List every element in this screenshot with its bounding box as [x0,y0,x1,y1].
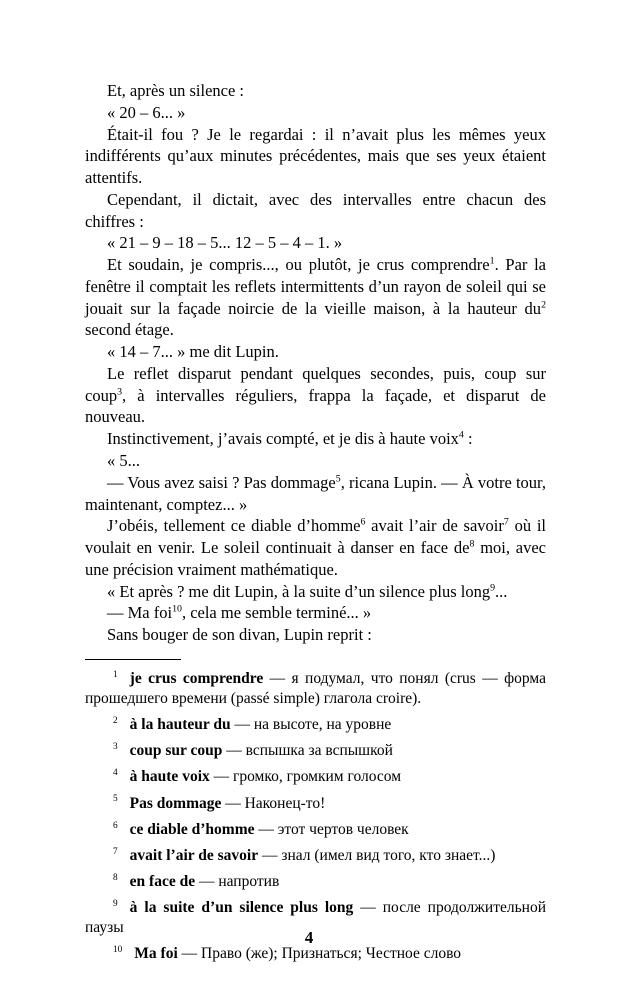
footnote-term: à haute voix [129,768,210,786]
text-run: « 20 – 6... » [107,102,186,122]
footnote-ref: 6 [360,516,366,528]
footnote-text: — на высоте, на уровне [230,716,392,734]
footnote [85,767,546,787]
footnote-text: — я подумал, что понял (crus — форма прошедшего времени (passé simple) глагола croire). [85,669,546,708]
footnote-ref: 8 [469,538,475,550]
paragraph [85,124,546,189]
text-run: « 21 – 9 – 18 – 5... 12 – 5 – 4 – 1. » [107,233,343,253]
footnote-number: 7 [113,846,118,857]
footnote [85,872,546,892]
footnote-number: 6 [113,820,118,831]
text-run: moi, avec une précision vraiment mathématique. [85,538,547,579]
footnote-text: — Наконец-то! [221,794,326,812]
paragraph [85,515,546,580]
footnote-ref: 2 [541,299,546,311]
footnote-number: 8 [113,872,118,883]
text-run: , ricana Lupin. — À votre tour, maintenant, comptez... » [85,472,547,514]
text-run: second étage. [85,320,174,340]
footnote-number: 3 [113,742,118,753]
page-number: 4 [304,928,314,947]
body-text [85,80,546,646]
footnote-text: — вспышка за вспышкой [222,742,393,760]
footnote-term: ce diable d’homme [129,820,255,838]
paragraph [85,232,546,254]
footnote-ref: 9 [490,582,496,594]
paragraph [85,602,546,624]
paragraph [85,102,546,124]
text-run: ... [495,581,508,601]
footnote-text: — знал (имел вид того, кто знает...) [258,846,496,864]
paragraph [85,80,546,102]
text-run: Était-il fou ? Je le regardai : il n’avait plus les mêmes yeux indifférents qu’aux minutes précédentes, mais que ses yeux étaient attentifs. [85,124,546,188]
footnote-term: coup sur coup [129,742,223,760]
text-run: , à intervalles réguliers, frappa la façade, et disparut de nouveau. [85,385,546,427]
text-run: « Et après ? me dit Lupin, à la suite d’un silence plus long [107,581,491,601]
footnote [85,794,546,814]
text-run: « 5... [107,451,140,471]
footnote-ref: 7 [503,516,509,528]
footnote-term: Pas dommage [129,794,222,812]
footnote-number: 1 [113,669,118,680]
text-run: Et, après un silence : [107,81,244,100]
text-run: « 14 – 7... » me dit Lupin. [107,342,279,362]
footnote-separator [85,659,181,660]
footnote-ref: 5 [335,473,341,485]
text-run: Le reflet disparut pendant quelques secondes, puis, coup sur coup [85,363,546,405]
text-run: J’obéis, tellement ce diable d’homme [107,516,361,536]
footnote [85,741,546,761]
footnote-number: 5 [113,794,118,805]
text-run: Et soudain, je compris..., ou plutôt, je crus comprendre [107,255,490,275]
paragraph [85,428,546,450]
text-run: . Par la fenêtre il comptait les reflets intermittents d’un rayon de soleil qui se jouait sur la façade noircie de la vieille maison, à la hauteur du [85,255,546,318]
footnote [85,669,546,709]
footnote-term: à la suite d’un silence plus long [129,899,354,917]
paragraph [85,624,546,646]
paragraph [85,450,546,472]
footnote-ref: 4 [458,429,464,441]
footnote-text: — Право (же); Признаться; Честное слово [177,945,462,963]
footnote-number: 4 [113,768,118,779]
paragraph [85,363,546,428]
footnote [85,715,546,735]
text-run: — Vous avez saisi ? Pas dommage [107,472,336,492]
text-run: : [463,429,473,449]
footnote-term: je crus comprendre [129,669,264,687]
text-run: — Ma foi [107,603,173,623]
footnote-term: Ma foi [134,945,178,963]
text-run: Cependant, il dictait, avec des intervalles entre chacun des chiffres : [85,189,546,231]
footnote [85,820,546,840]
footnote-text: — громко, громким голосом [209,768,402,786]
paragraph [85,189,546,233]
footnote-number: 2 [113,716,118,727]
footnote-term: à la hauteur du [129,716,231,734]
text-run: avait l’air de savoir [365,516,504,536]
footnote-ref: 10 [172,603,182,615]
footnote-number: 10 [113,945,123,956]
footnote-text: — после продолжительной паузы [85,899,546,937]
footnote-ref: 1 [489,255,495,267]
text-run: Sans bouger de son divan, Lupin reprit : [107,625,372,645]
paragraph [85,581,546,603]
footnotes [85,669,546,965]
text-run: , cela me semble terminé... » [181,603,372,623]
text-run: Instinctivement, j’avais compté, et je dis à haute voix [107,429,459,449]
footnote-text: — напротив [195,873,280,891]
footnote-number: 9 [113,899,118,910]
footnote-term: en face de [129,873,196,891]
footnote-text: — этот чертов человек [254,820,409,838]
footnote-ref: 3 [117,386,123,398]
footnote-term: avait l’air de savoir [129,846,259,864]
paragraph [85,341,546,363]
text-run: où il voulait en venir. Le soleil continuait à danser en face de [85,516,547,558]
paragraph [85,472,546,516]
footnote [85,846,546,866]
paragraph [85,254,546,341]
